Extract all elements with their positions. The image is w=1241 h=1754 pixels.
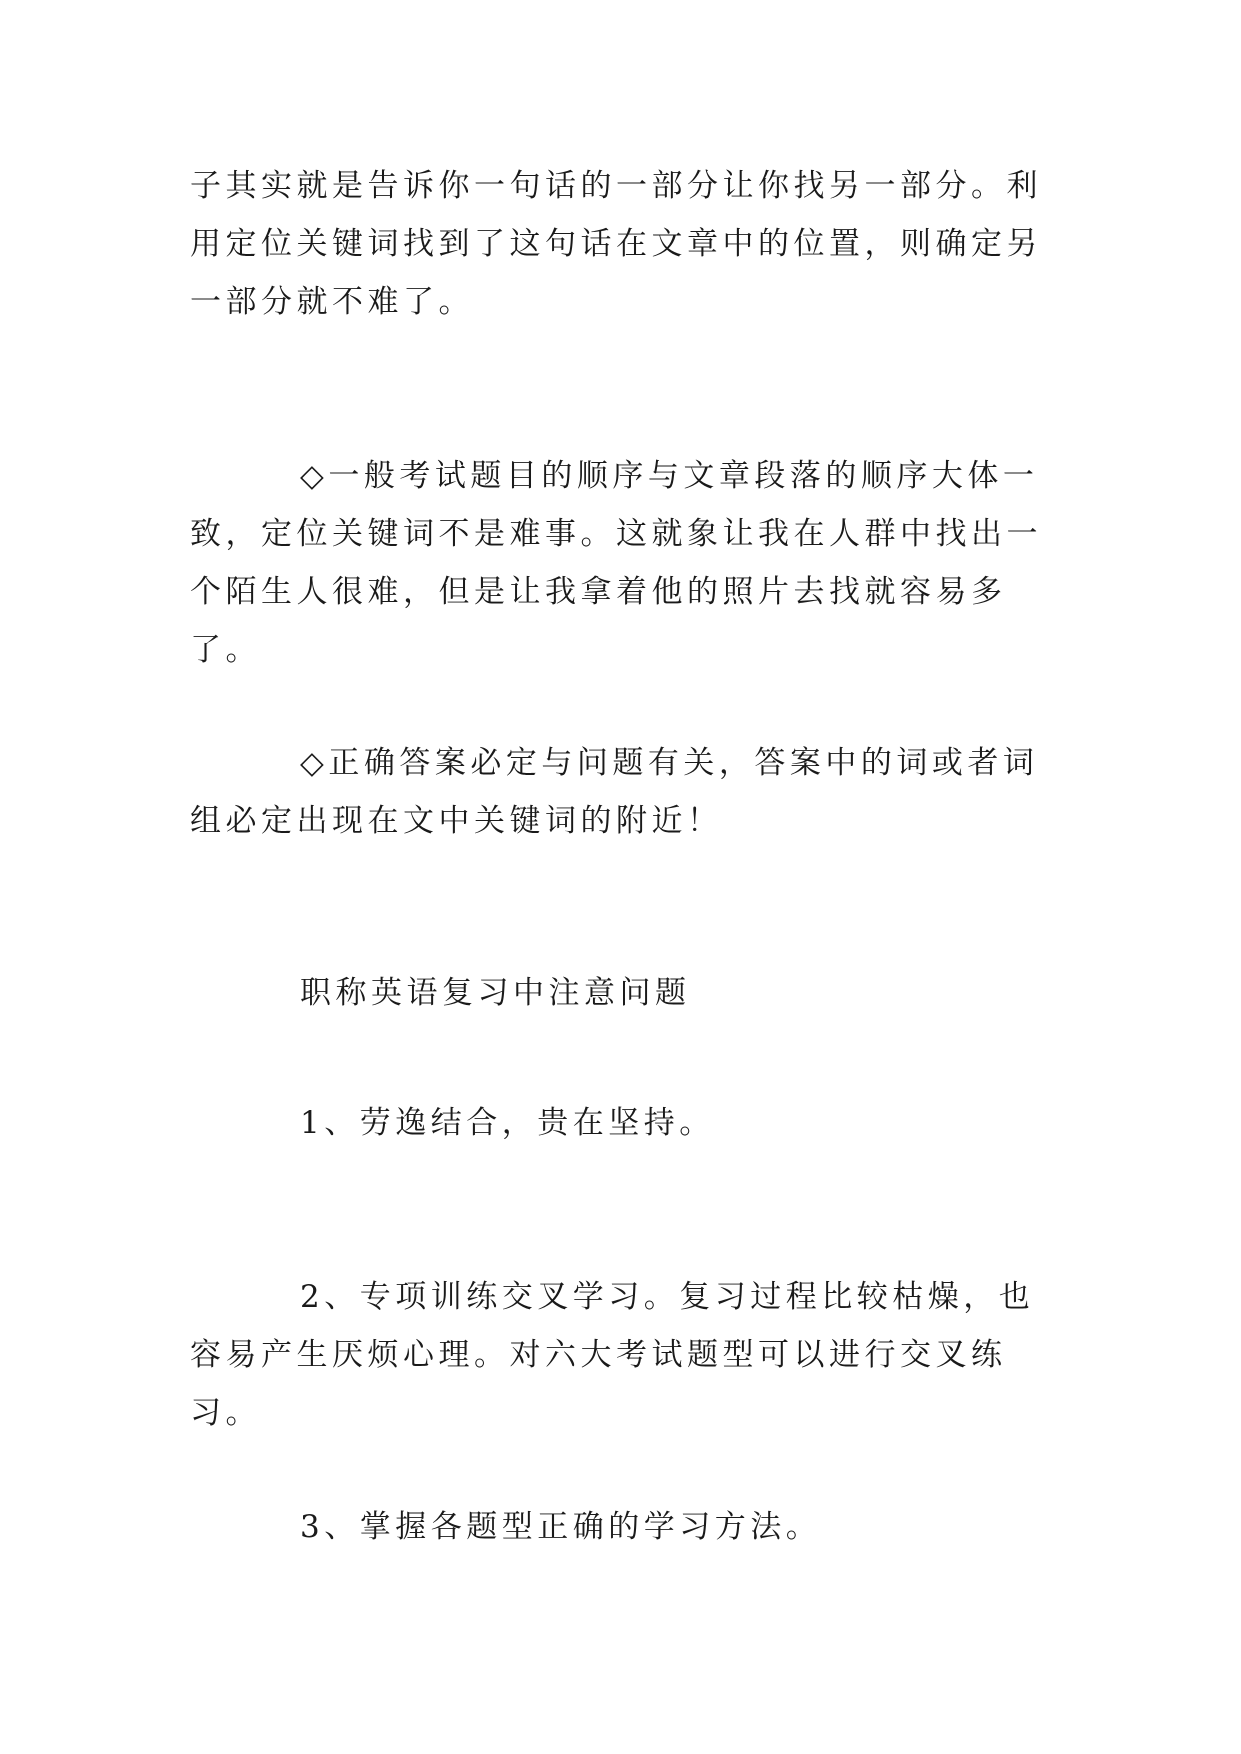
list-item-2: 2、专项训练交叉学习。复习过程比较枯燥，也容易产生厌烦心理。对六大考试题型可以进行交叉练习。 (190, 1279, 1035, 1431)
section-heading: 职称英语复习中注意问题 (300, 975, 691, 1011)
list-item-3: 3、掌握各题型正确的学习方法。 (300, 1509, 822, 1545)
list-item-1: 1、劳逸结合，贵在坚持。 (300, 1105, 715, 1141)
paragraph-correct-answer: ◇正确答案必定与问题有关，答案中的词或者词组必定出现在文中关键词的附近！ (190, 745, 1039, 839)
paragraph-question-order: ◇一般考试题目的顺序与文章段落的顺序大体一致，定位关键词不是难事。这就象让我在人群中找出一个陌生人很难，但是让我拿着他的照片去找就容易多了。 (190, 458, 1042, 668)
paragraph-locate-keyword-intro: 子其实就是告诉你一句话的一部分让你找另一部分。利用定位关键词找到了这句话在文章中的位置，则确定另一部分就不难了。 (190, 168, 1042, 320)
